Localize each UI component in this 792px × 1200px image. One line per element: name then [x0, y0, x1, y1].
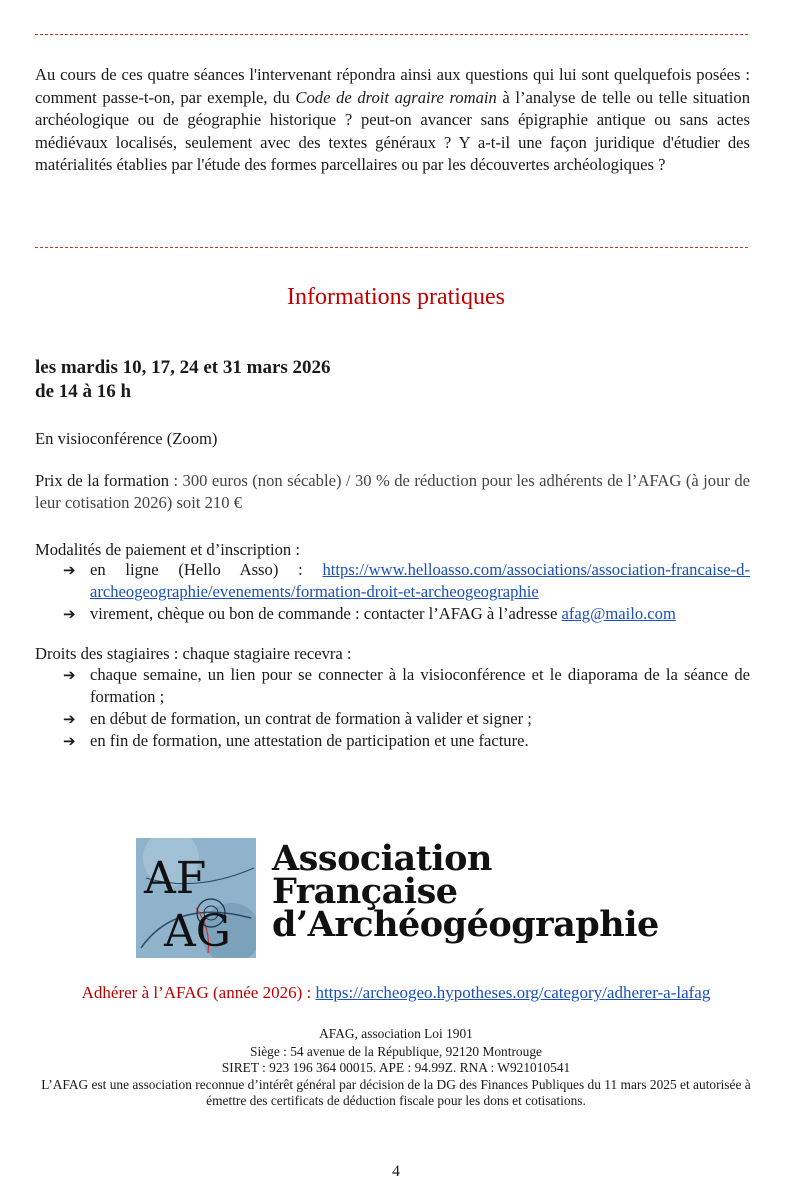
section-title: Informations pratiques — [287, 284, 505, 310]
association-name — [272, 838, 659, 945]
price-info — [35, 470, 750, 514]
association-name-line1: Association — [272, 838, 492, 879]
rights-item-text: chaque semaine, un lien pour se connecter à la visioconférence et le diaporama de la séance de formation ; — [90, 665, 750, 706]
middle-divider — [35, 247, 748, 248]
arrow-right-icon: ➔ — [63, 710, 76, 728]
arrow-right-icon: ➔ — [63, 561, 76, 579]
payment-list — [35, 559, 750, 625]
mode-text: En visioconférence (Zoom) — [35, 429, 218, 448]
rights-item-text: en début de formation, un contrat de formation à valider et signer ; — [90, 709, 532, 728]
payment-heading: Modalités de paiement et d’inscription : — [35, 540, 300, 559]
rights-item — [35, 708, 750, 730]
rights-heading: Droits des stagiaires : chaque stagiaire recevra : — [35, 644, 352, 663]
price-label: Prix de la formation — [35, 471, 170, 490]
association-name-line2: Française — [272, 871, 458, 912]
arrow-right-icon: ➔ — [63, 666, 76, 684]
payment-item-transfer — [35, 603, 750, 625]
rights-item-text: en fin de formation, une attestation de participation et une facture. — [90, 731, 529, 750]
membership-line — [0, 983, 792, 1003]
membership-label: Adhérer à l’AFAG (année 2026) : — [81, 983, 316, 1002]
afag-logo-image — [136, 838, 256, 958]
intro-text-end: à l’analyse de telle ou telle situation archéologique ou de géographie historique ? peut-on avancer sans épigraphie antique ou sans actes médiévaux localisés, seulement avec des textes généraux ? Y a-t-il une façon juridique d'étudier des matérialités établies par l'étude des formes parcellaires ou par les découvertes archéologiques ? — [35, 87, 750, 174]
rights-item — [35, 730, 750, 752]
footer-address: Siège : 54 avenue de la République, 92120 Montrouge — [250, 1044, 542, 1059]
footer-status: L’AFAG est une association reconnue d’intérêt général par décision de la DG des Finances Publiques du 11 mars 2025 et autorisée à émettre des certificats de déduction fiscale pour les dons et cotisations. — [41, 1077, 751, 1108]
arrow-right-icon: ➔ — [63, 605, 76, 623]
helloasso-link[interactable]: https://www.helloasso.com/associations/association-francaise-d-archeogeographie/evenements/formation-droit-et-archeogeographie — [90, 560, 750, 601]
rights-item — [35, 664, 750, 708]
association-name-line3: d’Archéogéographie — [272, 904, 659, 945]
top-divider — [35, 34, 748, 35]
payment-transfer-label: virement, chèque ou bon de commande : contacter l’AFAG à l’adresse — [90, 604, 562, 623]
intro-text-start: Au cours de ces quatre séances l'intervenant répondra ainsi aux questions qui lui sont quelquefois posées : comment passe-t-on, par exemple, du — [35, 65, 750, 107]
membership-link[interactable]: https://archeogeo.hypotheses.org/category/adherer-a-lafag — [315, 983, 711, 1002]
arrow-right-icon: ➔ — [63, 732, 76, 750]
page-number: 4 — [392, 1163, 400, 1180]
intro-paragraph — [35, 64, 750, 177]
footer-registration: SIRET : 923 196 364 00015. APE : 94.99Z. RNA : W921010541 — [221, 1060, 571, 1075]
logo-artwork — [136, 838, 256, 958]
intro-italic-title: Code de droit agraire romain — [295, 87, 497, 107]
logo-letters-bottom: AG — [164, 906, 231, 957]
payment-online-label: en ligne (Hello Asso) : — [90, 560, 323, 579]
footer-line1: AFAG, association Loi 1901 — [319, 1026, 473, 1041]
rights-list — [35, 664, 750, 752]
dates-block — [35, 356, 331, 404]
email-link[interactable]: afag@mailo.com — [561, 604, 676, 623]
dates-days: les mardis 10, 17, 24 et 31 mars 2026 — [35, 357, 331, 378]
logo-letters-top: AF — [144, 853, 207, 904]
price-text: : 300 euros (non sécable) / 30 % de réduction pour les adhérents de l’AFAG (à jour de leur cotisation 2026) soit 210 € — [35, 471, 750, 512]
dates-hours: de 14 à 16 h — [35, 381, 132, 402]
payment-item-online — [35, 559, 750, 603]
